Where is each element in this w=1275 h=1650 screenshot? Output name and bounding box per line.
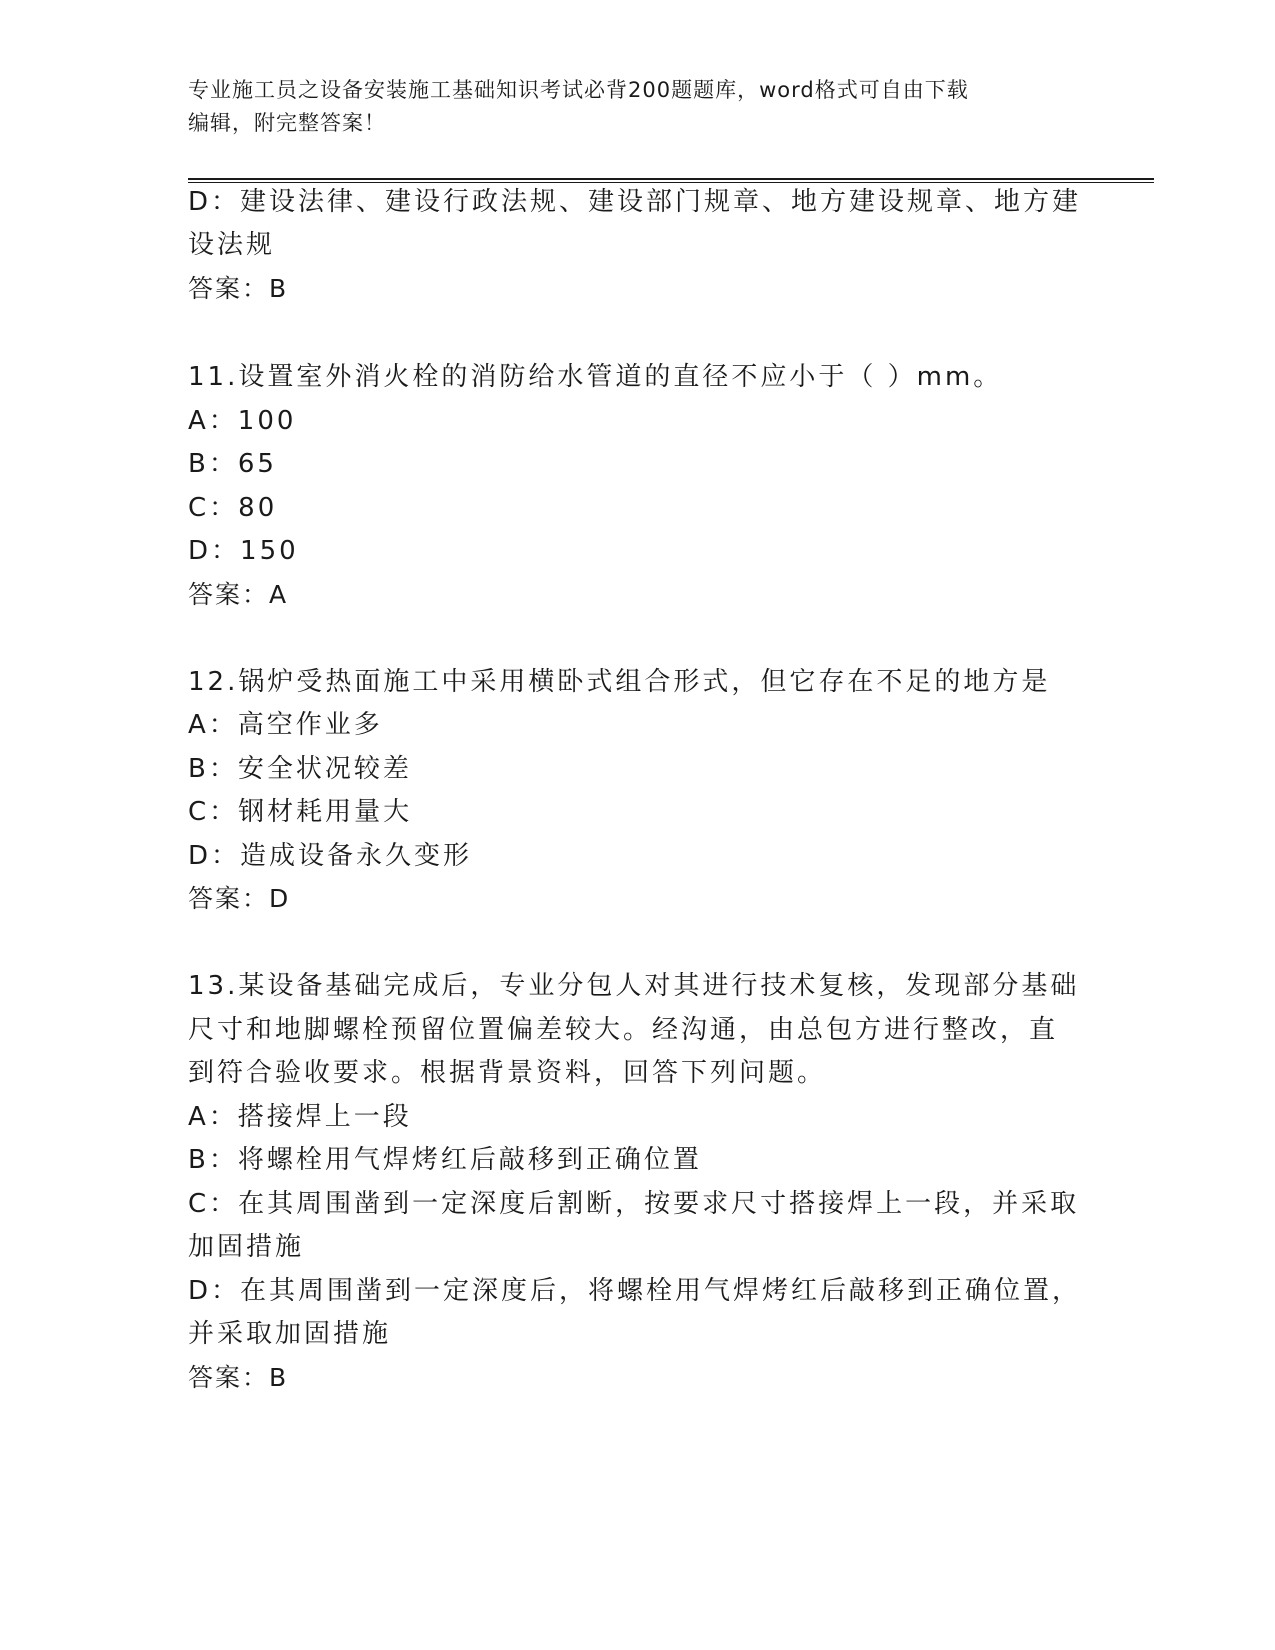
q13-option-d-line-2: 并采取加固措施 — [188, 1319, 392, 1349]
prev-option-d-line-1: D：建设法律、建设行政法规、建设部门规章、地方建设规章、地方建 — [188, 187, 1082, 217]
document-header — [188, 74, 1068, 140]
q13-stem-line-3: 到符合验收要求。根据背景资料，回答下列问题。 — [188, 1058, 827, 1088]
q13-option-c-line-1: C：在其周围凿到一定深度后割断，按要求尺寸搭接焊上一段，并采取 — [188, 1189, 1080, 1219]
q13-stem-line-2: 尺寸和地脚螺栓预留位置偏差较大。经沟通，由总包方进行整改，直 — [188, 1015, 1059, 1045]
q12-answer: 答案：D — [188, 884, 291, 913]
q12-option-d: D：造成设备永久变形 — [188, 841, 473, 871]
q12-stem: 12.锅炉受热面施工中采用横卧式组合形式，但它存在不足的地方是 — [188, 667, 1051, 697]
q11-option-b: B：65 — [188, 449, 277, 479]
q12-option-c: C：钢材耗用量大 — [188, 797, 413, 827]
header-divider — [188, 178, 1154, 183]
q11-option-a: A：100 — [188, 406, 297, 436]
q13-option-b: B：将螺栓用气焊烤红后敲移到正确位置 — [188, 1145, 702, 1175]
prev-answer: 答案：B — [188, 274, 289, 303]
q13-answer: 答案：B — [188, 1363, 289, 1392]
q11-option-c: C：80 — [188, 493, 278, 523]
header-title-line-1: 专业施工员之设备安装施工基础知识考试必背200题题库，word格式可自由下载 — [188, 78, 969, 102]
q11-stem: 11.设置室外消火栓的消防给水管道的直径不应小于（ ）mm。 — [188, 362, 1003, 392]
q13-option-d-line-1: D：在其周围凿到一定深度后，将螺栓用气焊烤红后敲移到正确位置， — [188, 1276, 1082, 1306]
q11-answer: 答案：A — [188, 580, 289, 609]
header-title-line-2: 编辑，附完整答案！ — [188, 111, 386, 135]
q13-stem-line-1: 13.某设备基础完成后，专业分包人对其进行技术复核，发现部分基础 — [188, 971, 1080, 1001]
q12-option-a: A：高空作业多 — [188, 710, 383, 740]
prev-option-d-line-2: 设法规 — [188, 230, 276, 260]
q11-option-d: D：150 — [188, 536, 299, 566]
q13-option-a: A：搭接焊上一段 — [188, 1102, 412, 1132]
q13-option-c-line-2: 加固措施 — [188, 1232, 305, 1262]
q12-option-b: B：安全状况较差 — [188, 754, 412, 784]
